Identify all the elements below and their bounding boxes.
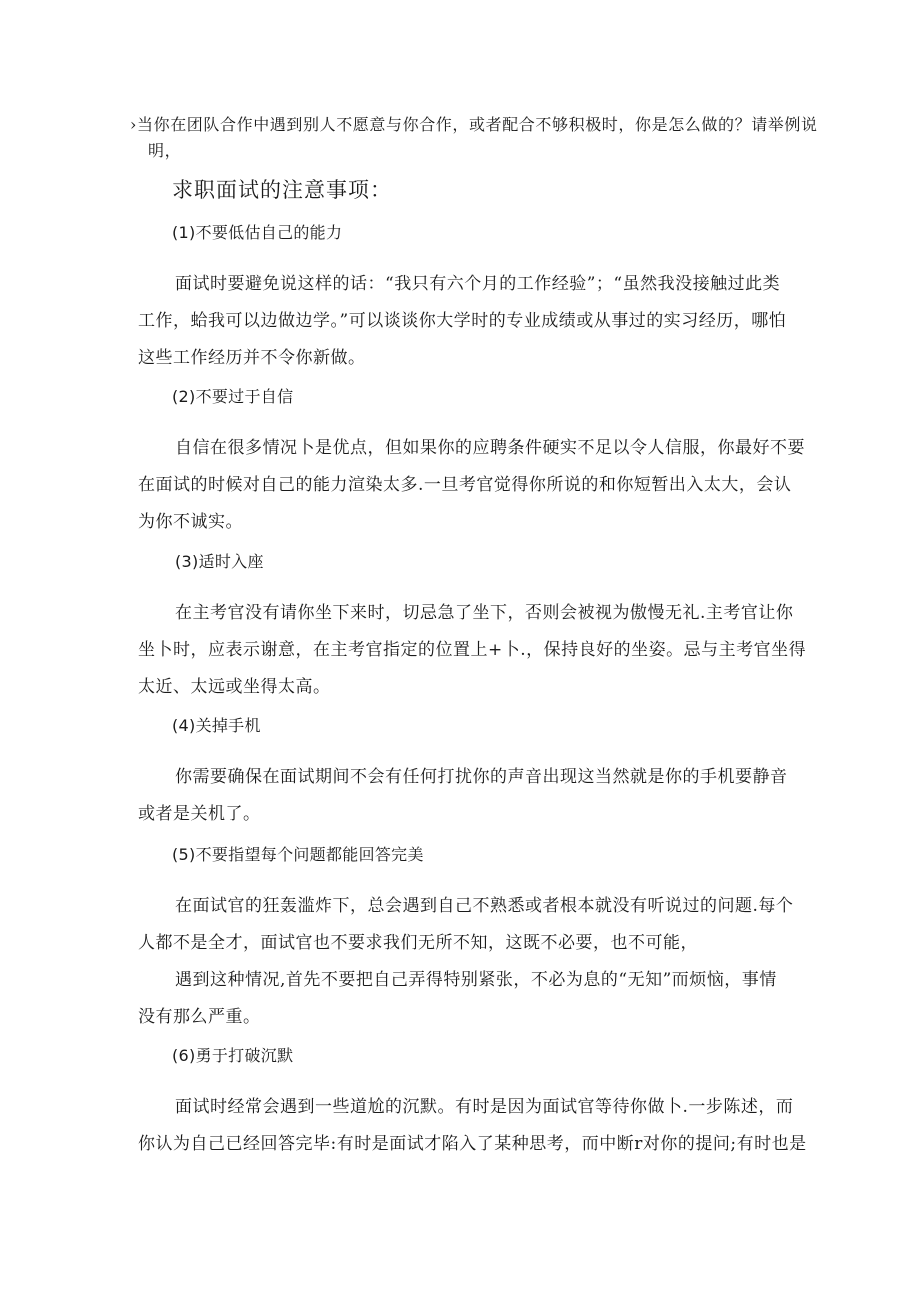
paragraph-line: 自信在很多情况卜是优点，但如果你的应聘条件硬实不足以令人信服，你最好不要 bbox=[175, 438, 805, 458]
paragraph-line: 坐卜时，应表示谢意，在主考官指定的位置上+卜.，保持良好的坐姿。忌与主考官坐得 bbox=[138, 640, 807, 660]
paragraph-line: 面试时要避免说这样的话：“我只有六个月的工作经验”；“虽然我没接触过此类 bbox=[175, 274, 781, 294]
subsection-title-5: (5)不要指望每个问题都能回答完美 bbox=[172, 845, 424, 864]
paragraph-line: 没有那么严重。 bbox=[138, 1007, 261, 1027]
subsection-title-6: (6)勇于打破沉默 bbox=[172, 1046, 294, 1065]
subsection-title-1: (1)不要低估自己的能力 bbox=[172, 223, 343, 242]
paragraph-line: 这些工作经历并不令你新做。 bbox=[138, 348, 366, 368]
subsection-title-4: (4)关掉手机 bbox=[172, 716, 261, 735]
paragraph-line: 面试时经常会遇到一些道尬的沉默。有时是因为面试官等待你做卜.一步陈述，而 bbox=[175, 1097, 794, 1117]
paragraph-line: 人都不是全才，面试官也不要求我们无所不知，这既不必要，也不可能， bbox=[138, 933, 698, 953]
paragraph-line: 太近、太远或坐得太高。 bbox=[138, 677, 331, 697]
paragraph-line: 遇到这种情况,首先不要把自己弄得特别紧张，不必为息的“无知”而烦恼，事情 bbox=[175, 970, 777, 990]
intro-question-line-1: ›当你在团队合作中遇到别人不愿意与你合作，或者配合不够积极时，你是怎么做的？请举例说 bbox=[130, 115, 818, 134]
paragraph-line: 或者是关机了。 bbox=[138, 804, 261, 824]
paragraph-line: 为你不诚实。 bbox=[138, 512, 243, 532]
section-heading: 求职面试的注意事项： bbox=[172, 178, 392, 202]
paragraph-line: 工作，蛤我可以边做边学。”可以谈谈你大学时的专业成绩或从事过的实习经历，哪怕 bbox=[138, 311, 787, 331]
subsection-title-3: (3)适时入座 bbox=[175, 552, 264, 571]
paragraph-line: 你认为自己已经回答完毕:有时是面试才陷入了某种思考，而中断r对你的提问;有时也是 bbox=[138, 1134, 807, 1154]
subsection-title-2: (2)不要过于自信 bbox=[172, 387, 294, 406]
paragraph-line: 你需要确保在面试期间不会有任何打扰你的声音出现这当然就是你的手机要静音 bbox=[175, 767, 788, 787]
paragraph-line: 在主考官没有请你坐下来时，切忌急了坐下，否则会被视为傲慢无礼.主考官让你 bbox=[175, 603, 794, 623]
intro-question-line-2: 明， bbox=[148, 141, 182, 160]
paragraph-line: 在面试的时候对自己的能力渲染太多.一旦考官觉得你所说的和你短暂出入太大，会认 bbox=[138, 475, 792, 495]
paragraph-line: 在面试官的狂轰滥炸下，总会遇到自己不熟悉或者根本就没有听说过的问题.每个 bbox=[175, 896, 794, 916]
